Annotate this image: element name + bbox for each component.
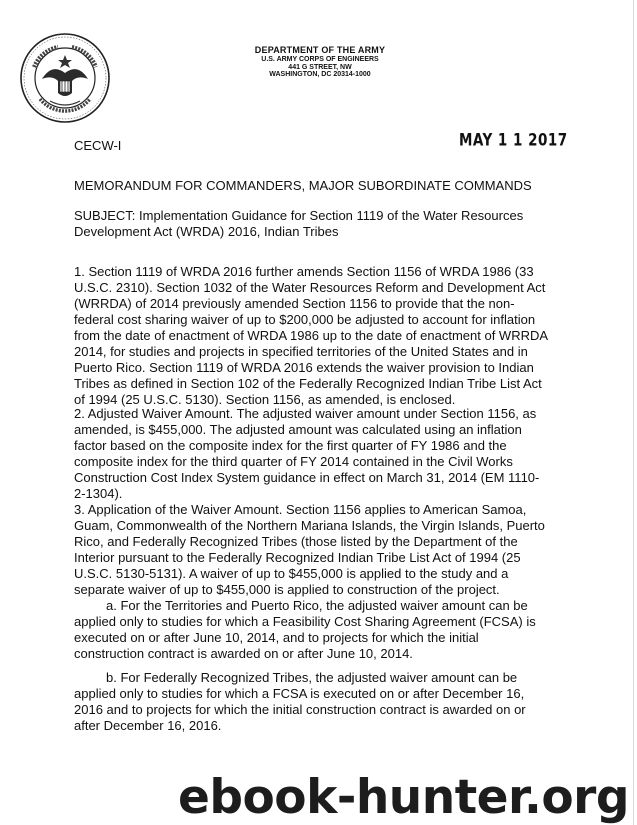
subject-line: SUBJECT: Implementation Guidance for Section 1119 of the Water Resources Development Act (WRDA) 2016, Indian Tribes <box>74 208 524 239</box>
office-symbol: CECW-I <box>74 138 122 153</box>
paragraph-2: 2. Adjusted Waiver Amount. The adjusted waiver amount under Section 1156, as amended, is $455,000. The adjusted amount was calculated using an inflation factor based on the composite index for the first quarter of FY 1986 and the composite index for the third quarter of FY 2014 contained in the Civil Works Construction Cost Index System guidance in effect on March 31, 2014 (EM 1110-2-1304). <box>74 406 540 501</box>
memo-for-line: MEMORANDUM FOR COMMANDERS, MAJOR SUBORDINATE COMMANDS <box>74 178 532 193</box>
paragraph-3: 3. Application of the Waiver Amount. Section 1156 applies to American Samoa, Guam, Commonwealth of the Northern Mariana Islands, the Virgin Islands, Puerto Rico, and Federally Recognized Tribes (those listed by the Department of the Interior pursuant to the Federally Recognized Indian Tribe List Act of 1994 (25 U.S.C. 5130-5131). A waiver of up to $455,000 is applied to the study and a separate waiver of up to $455,000 is applied to construction of the project. <box>74 502 545 597</box>
scan-edge-line <box>633 0 634 825</box>
paragraph-3b: b. For Federally Recognized Tribes, the adjusted waiver amount can be applied only to studies for which a FCSA is executed on or after December 16, 2016 and to projects for which the initial construction contract is awarded on or after December 16, 2016. <box>74 670 526 733</box>
street-address: 441 G STREET, NW <box>288 63 352 71</box>
letterhead <box>200 46 440 79</box>
paragraph-3a: a. For the Territories and Puerto Rico, the adjusted waiver amount can be applied only to studies for which a Feasibility Cost Sharing Agreement (FCSA) is executed on or after June 10, 2014, and to projects for which the initial construction contract is awarded on or after June 10, 2014. <box>74 598 536 661</box>
date-stamp: MAY 1 1 2017 <box>459 130 568 150</box>
paragraph-1: 1. Section 1119 of WRDA 2016 further amends Section 1156 of WRDA 1986 (33 U.S.C. 2310). Section 1032 of the Water Resources Reform and Development Act (WRRDA) of 2014 previously amended Section 1156 to provide that the non-federal cost sharing waiver of up to $200,000 be adjusted to account for inflation from the date of enactment of WRDA 1986 up to the date of enactment of WRRDA 2014, for studies and projects in specified territories of the United States and in Puerto Rico. Section 1119 of WRDA 2016 extends the waiver provision to Indian Tribes as defined in Section 102 of the Federally Recognized Indian Tribe List Act of 1994 (25 U.S.C. 5130). Section 1156, as amended, is enclosed. <box>74 264 548 407</box>
department-name: DEPARTMENT OF THE ARMY <box>254 45 386 55</box>
corps-name: U.S. ARMY CORPS OF ENGINEERS <box>261 55 379 63</box>
city-address: WASHINGTON, DC 20314-1000 <box>269 71 371 79</box>
watermark-text: ebook-hunter.org <box>177 770 629 825</box>
department-of-defense-seal <box>20 33 110 123</box>
